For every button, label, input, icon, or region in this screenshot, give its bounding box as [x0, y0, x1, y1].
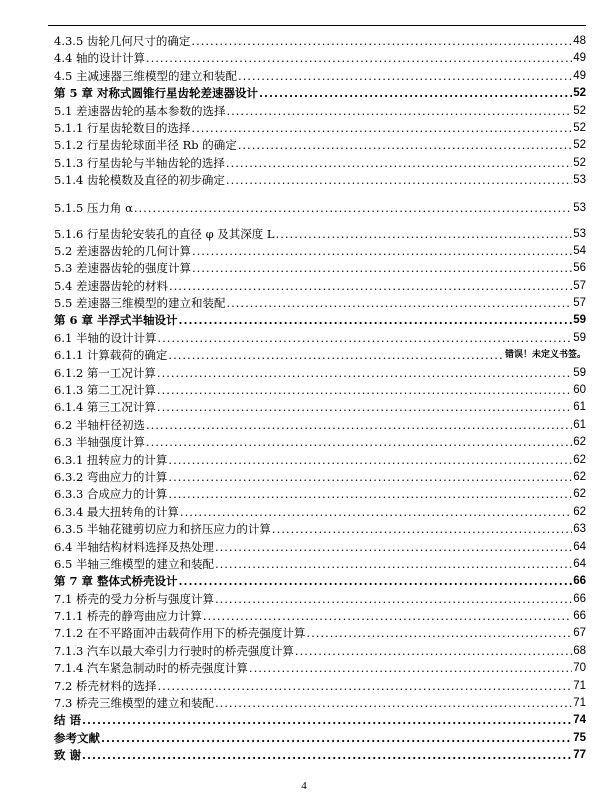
- toc-dot-leader: [192, 243, 572, 260]
- header-rule: [48, 25, 586, 26]
- toc-entry-title: 结 语: [54, 713, 82, 728]
- toc-entry[interactable]: [54, 678, 586, 695]
- toc-dot-leader: [215, 556, 572, 573]
- toc-dot-leader: [134, 190, 572, 226]
- toc-entry-title: 6.1 半轴的设计计算: [54, 330, 157, 345]
- toc-entry-title: 7.1 桥壳的受力分析与强度计算: [54, 591, 214, 606]
- toc-entry[interactable]: [54, 504, 586, 521]
- toc-entry[interactable]: [54, 521, 586, 538]
- toc-entry-title: 5.4 差速器齿轮的材料: [54, 278, 168, 293]
- toc-entry-page: 52: [573, 121, 586, 134]
- toc-dot-leader: [82, 747, 572, 764]
- toc-entry-title: 致 谢: [54, 748, 82, 763]
- toc-entry-page: 71: [573, 679, 586, 692]
- toc-entry-title: 7.2 桥壳材料的选择: [54, 678, 157, 693]
- toc-entry[interactable]: [54, 434, 586, 451]
- toc-dot-leader: [249, 660, 572, 677]
- toc-entry-title: 7.1.2 在不平路面冲击载荷作用下的桥壳强度计算: [54, 626, 306, 641]
- toc-entry-page: 52: [573, 104, 586, 117]
- toc-entry-title: 5.1.2 行星齿轮球面半径 Rb 的确定: [54, 138, 237, 153]
- toc-entry-page: 53: [573, 227, 586, 240]
- toc-entry-title: 6.1.3 第二工况计算: [54, 383, 156, 398]
- toc-entry-title: 6.3.4 最大扭转角的计算: [54, 504, 179, 519]
- toc-entry-page: 48: [573, 34, 586, 47]
- toc-entry-page: 错误！未定义书签。: [504, 350, 586, 361]
- toc-entry-page: 74: [573, 714, 586, 727]
- toc-entry-title: 6.3.3 合成应力的计算: [54, 487, 168, 502]
- toc-entry[interactable]: [54, 695, 586, 712]
- toc-entry-title: 第 7 章 整体式桥壳设计: [54, 574, 178, 589]
- toc-dot-leader: [215, 695, 572, 712]
- toc-entry[interactable]: [54, 260, 586, 277]
- toc-entry-page: 70: [573, 662, 586, 675]
- toc-dot-leader: [215, 539, 572, 556]
- toc-dot-leader: [238, 137, 572, 154]
- toc-entry[interactable]: [54, 50, 586, 67]
- toc-entry-page: 62: [573, 436, 586, 449]
- toc-entry-page: 54: [573, 244, 586, 257]
- toc-entry[interactable]: [54, 243, 586, 260]
- toc-dot-leader: [168, 347, 504, 364]
- toc-entry-page: 63: [573, 523, 586, 536]
- toc-chapter-entry[interactable]: [54, 85, 586, 102]
- toc-chapter-entry[interactable]: [54, 573, 586, 590]
- toc-dot-leader: [226, 295, 572, 312]
- toc-dot-leader: [238, 68, 572, 85]
- toc-entry[interactable]: [54, 452, 586, 469]
- toc-entry[interactable]: [54, 155, 586, 172]
- toc-entry-title: 5.1.1 行星齿轮数目的选择: [54, 120, 191, 135]
- toc-dot-leader: [179, 573, 573, 590]
- toc-entry-title: 5.1.4 齿轮模数及直径的初步确定: [54, 173, 225, 188]
- toc-entry[interactable]: [54, 608, 586, 625]
- toc-entry-title: 4.3.5 齿轮几何尺寸的确定: [54, 33, 191, 48]
- toc-entry[interactable]: [54, 137, 586, 154]
- toc-entry-page: 66: [573, 575, 586, 588]
- toc-entry-page: 52: [573, 139, 586, 152]
- toc-entry-title: 6.1.2 第一工况计算: [54, 365, 156, 380]
- toc-entry-title: 6.3.2 弯曲应力的计算: [54, 469, 168, 484]
- toc-entry[interactable]: [54, 365, 586, 382]
- toc-entry[interactable]: [54, 382, 586, 399]
- toc-entry-page: 77: [573, 749, 586, 762]
- toc-entry-title: 5.5 差速器三维模型的建立和装配: [54, 296, 226, 311]
- toc-dot-leader: [157, 330, 572, 347]
- toc-entry-title: 7.1.1 桥壳的静弯曲应力计算: [54, 609, 202, 624]
- page-number: 4: [301, 780, 307, 792]
- toc-entry-title: 参考文献: [54, 730, 100, 745]
- toc-entry-page: 62: [573, 505, 586, 518]
- toc-entry-page: 59: [573, 366, 586, 379]
- toc-dot-leader: [192, 260, 572, 277]
- toc-entry-title: 第 5 章 对称式圆锥行星齿轮差速器设计: [54, 86, 259, 101]
- toc-dot-leader: [226, 172, 572, 189]
- toc-dot-leader: [191, 33, 572, 50]
- toc-entry-title: 6.2 半轴杆径初选: [54, 417, 145, 432]
- toc-entry[interactable]: [54, 539, 586, 556]
- toc-entry-title: 6.1.4 第三工况计算: [54, 400, 156, 415]
- toc-dot-leader: [179, 312, 573, 329]
- toc-entry-title: 6.1.1 计算载荷的确定: [54, 348, 168, 363]
- toc-entry[interactable]: [54, 330, 586, 347]
- toc-entry-page: 49: [573, 69, 586, 82]
- toc-entry-title: 5.1 差速器齿轮的基本参数的选择: [54, 103, 226, 118]
- toc-entry[interactable]: [54, 626, 586, 643]
- toc-dot-leader: [226, 155, 572, 172]
- toc-entry[interactable]: [54, 33, 586, 50]
- toc-dot-leader: [146, 50, 572, 67]
- toc-dot-leader: [168, 469, 572, 486]
- toc-entry[interactable]: [54, 399, 586, 416]
- toc-entry-title: 5.1.6 行星齿轮安装孔的直径 φ 及其深度 L: [54, 226, 275, 241]
- toc-entry-title: 5.3 差速器齿轮的强度计算: [54, 261, 191, 276]
- toc-entry-page: 67: [573, 627, 586, 640]
- toc-entry-page: 56: [573, 262, 586, 275]
- toc-entry-page: 71: [573, 697, 586, 710]
- toc-dot-leader: [272, 521, 572, 538]
- toc-entry-page: 62: [573, 470, 586, 483]
- table-of-contents: [54, 33, 586, 765]
- toc-chapter-entry[interactable]: [54, 730, 586, 747]
- toc-entry[interactable]: [54, 120, 586, 137]
- toc-dot-leader: [146, 434, 572, 451]
- toc-entry[interactable]: [54, 226, 586, 243]
- toc-entry-page: 66: [573, 592, 586, 605]
- toc-entry[interactable]: [54, 190, 586, 226]
- toc-entry-page: 64: [573, 540, 586, 553]
- toc-entry-page: 59: [573, 314, 586, 327]
- toc-dot-leader: [82, 712, 572, 729]
- toc-entry[interactable]: [54, 556, 586, 573]
- toc-entry-page: 49: [573, 52, 586, 65]
- toc-entry-title: 7.3 桥壳三维模型的建立和装配: [54, 696, 214, 711]
- toc-entry-page: 68: [573, 644, 586, 657]
- toc-chapter-entry[interactable]: [54, 312, 586, 329]
- toc-entry-page: 61: [573, 401, 586, 414]
- toc-dot-leader: [169, 278, 572, 295]
- toc-entry[interactable]: [54, 103, 586, 120]
- toc-dot-leader: [157, 382, 572, 399]
- toc-dot-leader: [168, 486, 572, 503]
- toc-dot-leader: [157, 399, 572, 416]
- toc-dot-leader: [146, 417, 572, 434]
- toc-entry-page: 61: [573, 418, 586, 431]
- toc-entry-title: 5.1.3 行星齿轮与半轴齿轮的选择: [54, 155, 225, 170]
- toc-entry-title: 5.1.5 压力角 α: [54, 200, 133, 215]
- toc-entry[interactable]: [54, 469, 586, 486]
- toc-entry[interactable]: [54, 347, 586, 364]
- toc-entry[interactable]: [54, 643, 586, 660]
- toc-chapter-entry[interactable]: [54, 712, 586, 729]
- toc-entry-title: 6.3.5 半轴花键剪切应力和挤压应力的计算: [54, 522, 271, 537]
- toc-dot-leader: [168, 452, 572, 469]
- toc-entry[interactable]: [54, 660, 586, 677]
- toc-entry-title: 4.4 轴的设计计算: [54, 51, 145, 66]
- toc-entry-title: 5.2 差速器齿轮的几何计算: [54, 243, 191, 258]
- toc-entry-page: 62: [573, 488, 586, 501]
- toc-entry-title: 7.1.3 汽车以最大牵引力行驶时的桥壳强度计算: [54, 643, 294, 658]
- toc-entry-title: 6.3 半轴强度计算: [54, 435, 145, 450]
- toc-entry[interactable]: [54, 591, 586, 608]
- toc-entry-title: 6.5 半轴三维模型的建立和装配: [54, 556, 214, 571]
- toc-entry-page: 75: [573, 731, 586, 744]
- toc-entry[interactable]: [54, 486, 586, 503]
- toc-entry-title: 6.4 半轴结构材料选择及热处理: [54, 539, 214, 554]
- toc-dot-leader: [295, 643, 572, 660]
- toc-entry-page: 64: [573, 557, 586, 570]
- toc-entry-title: 第 6 章 半浮式半轴设计: [54, 313, 178, 328]
- toc-entry[interactable]: [54, 295, 586, 312]
- toc-dot-leader: [191, 120, 572, 137]
- toc-entry-title: 4.5 主减速器三维模型的建立和装配: [54, 68, 237, 83]
- toc-dot-leader: [157, 365, 572, 382]
- toc-entry[interactable]: [54, 68, 586, 85]
- toc-dot-leader: [101, 730, 572, 747]
- toc-dot-leader: [215, 591, 572, 608]
- toc-dot-leader: [203, 608, 572, 625]
- toc-chapter-entry[interactable]: [54, 747, 586, 764]
- toc-entry-title: 6.3.1 扭转应力的计算: [54, 452, 168, 467]
- toc-entry-page: 57: [573, 297, 586, 310]
- toc-entry-page: 66: [573, 610, 586, 623]
- toc-entry-page: 53: [573, 174, 586, 187]
- toc-entry[interactable]: [54, 417, 586, 434]
- toc-dot-leader: [226, 103, 572, 120]
- toc-entry-page: 52: [573, 87, 586, 100]
- toc-entry-page: 53: [573, 201, 586, 214]
- toc-entry[interactable]: [54, 172, 586, 189]
- toc-entry-page: 57: [573, 279, 586, 292]
- toc-dot-leader: [259, 85, 572, 102]
- toc-dot-leader: [157, 678, 572, 695]
- toc-entry-title: 7.1.4 汽车紧急制动时的桥壳强度计算: [54, 661, 248, 676]
- toc-entry-page: 52: [573, 156, 586, 169]
- toc-dot-leader: [306, 625, 572, 642]
- toc-entry-page: 62: [573, 453, 586, 466]
- toc-entry-page: 59: [573, 331, 586, 344]
- toc-dot-leader: [180, 504, 572, 521]
- toc-entry[interactable]: [54, 278, 586, 295]
- toc-entry-page: 60: [573, 384, 586, 397]
- toc-dot-leader: [276, 226, 573, 243]
